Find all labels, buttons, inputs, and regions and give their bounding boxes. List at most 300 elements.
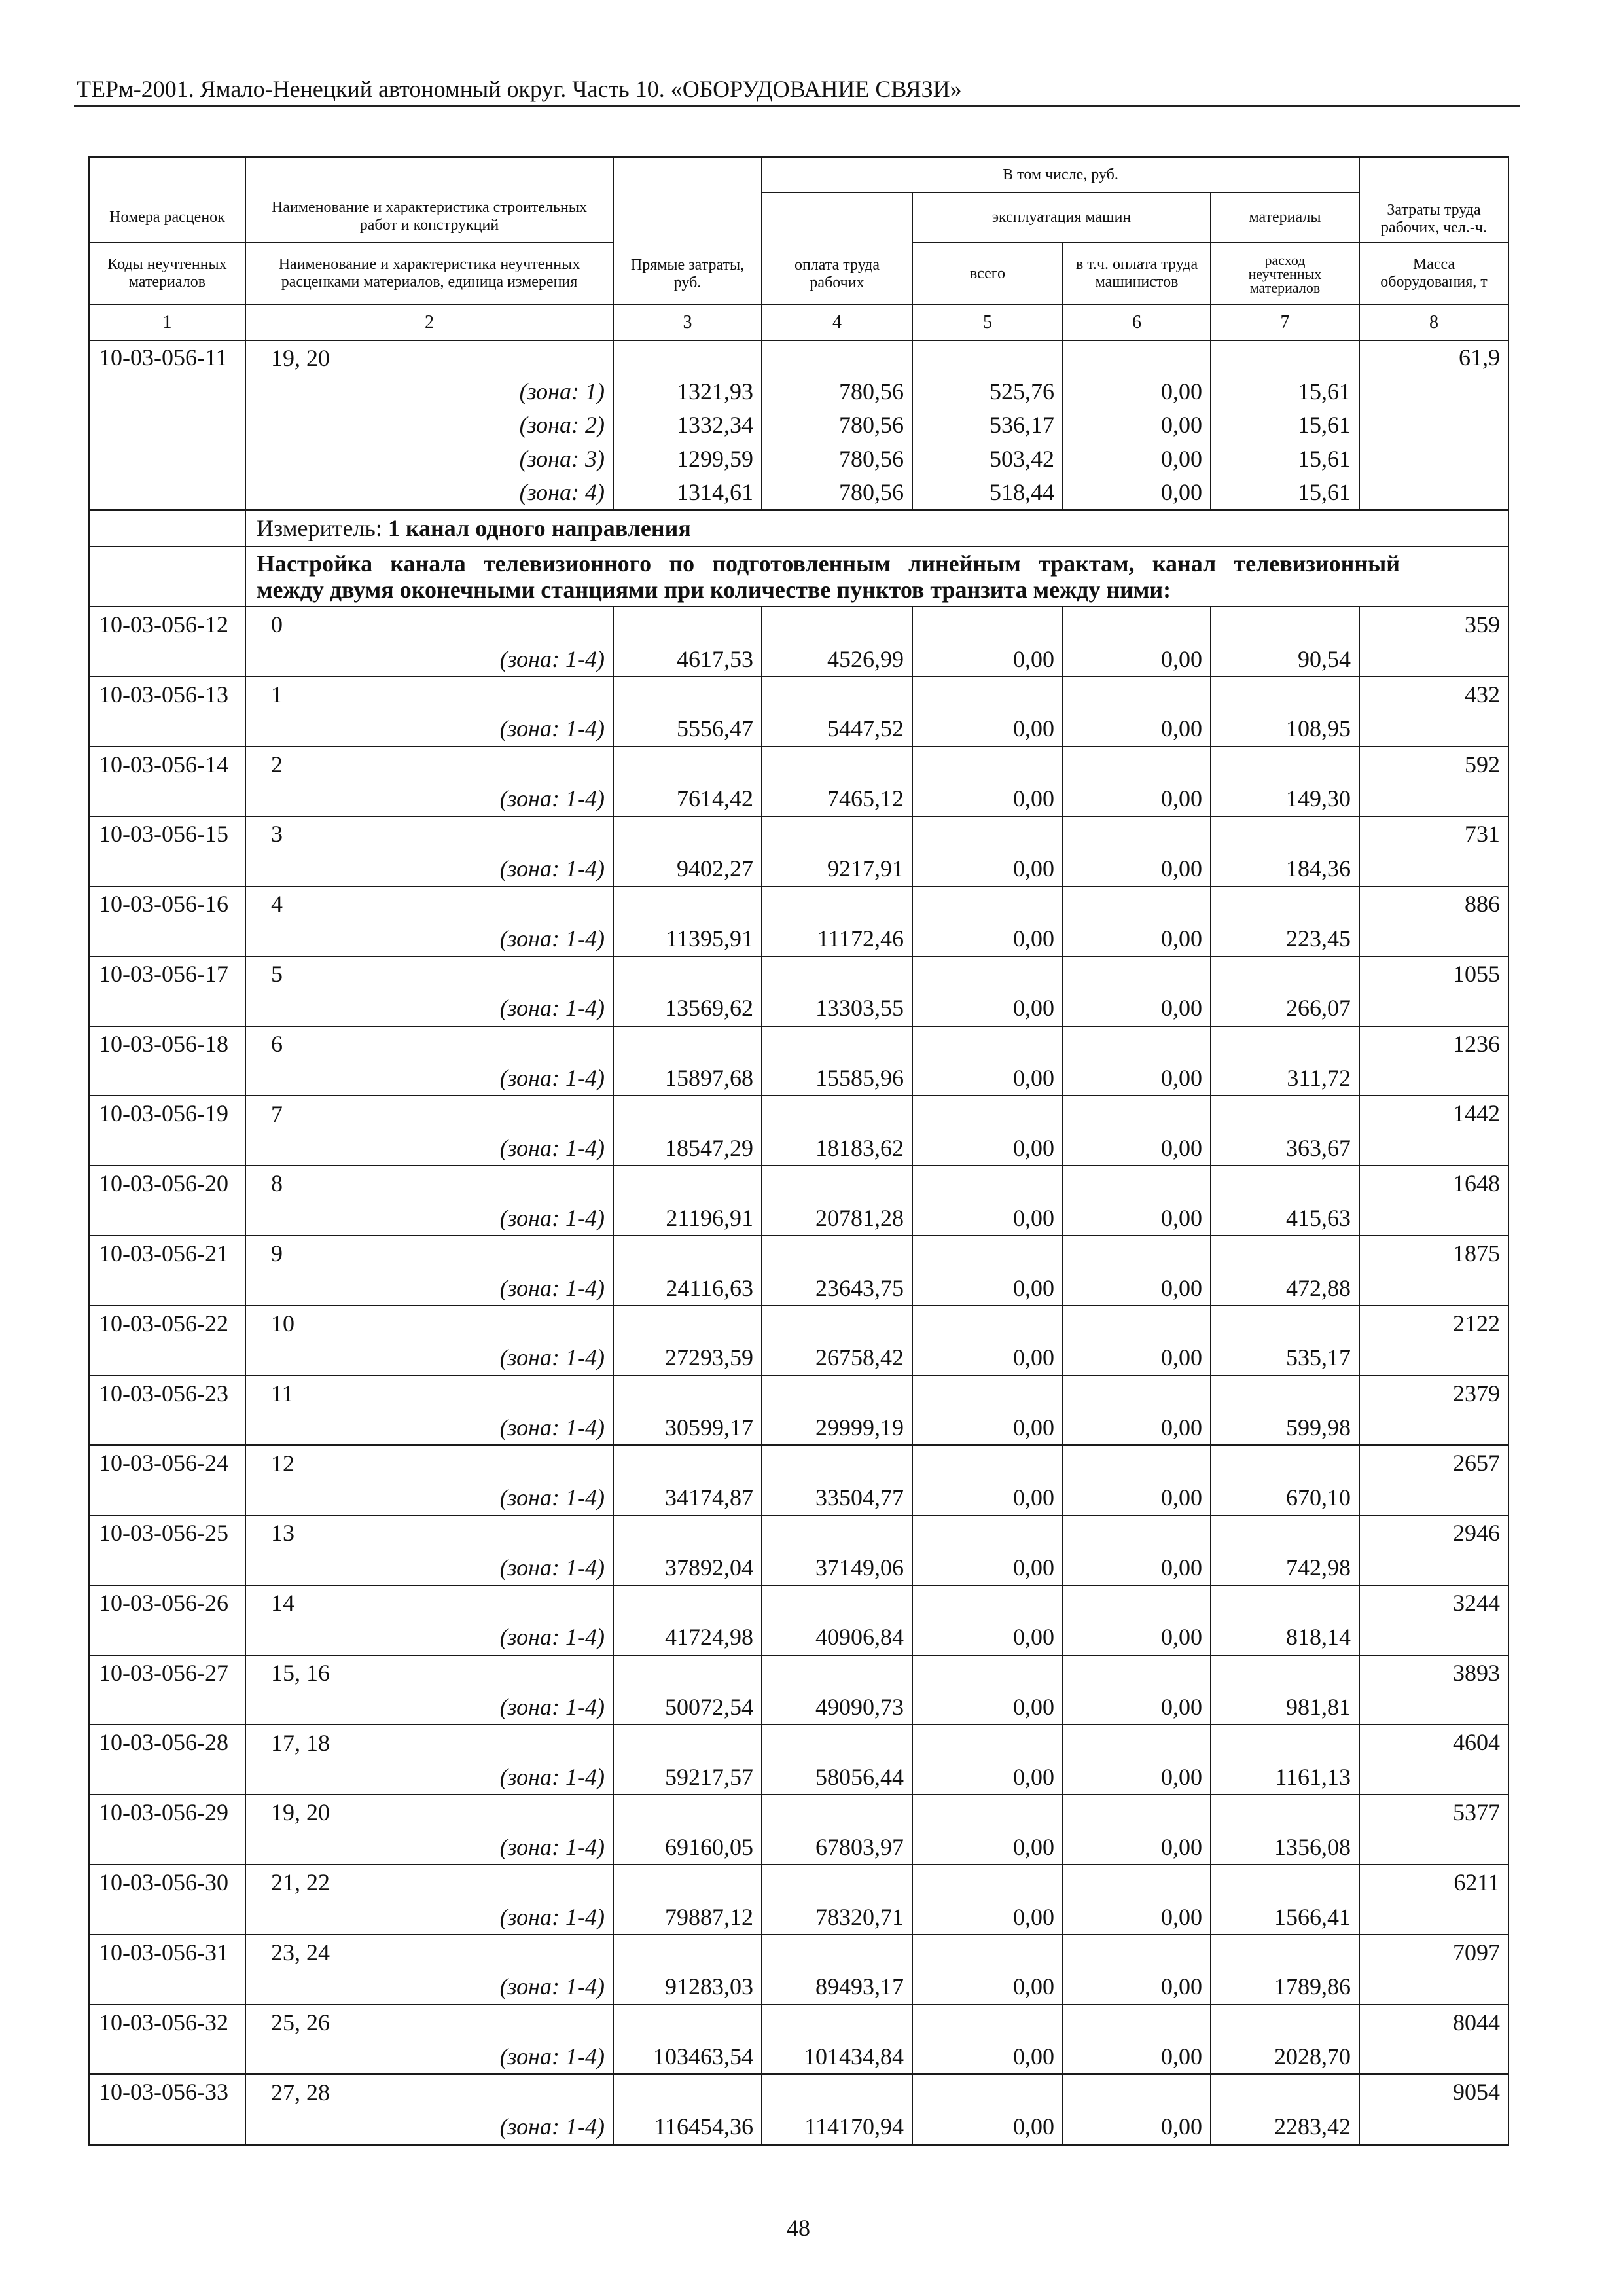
zone-label: (зона: 1-4) bbox=[245, 2109, 613, 2145]
workers-pay-value: 4526,99 bbox=[762, 641, 912, 676]
zone-row bbox=[89, 1830, 1508, 1865]
empty-cell bbox=[1211, 1865, 1359, 1899]
measure-row bbox=[89, 510, 1508, 547]
workers-pay-value: 89493,17 bbox=[762, 1969, 912, 2004]
machine-operation-value: 0,00 bbox=[912, 1410, 1063, 1445]
measure-label: Измеритель: bbox=[257, 514, 382, 541]
rate-row bbox=[89, 1725, 1508, 1759]
zone-label: (зона: 1-4) bbox=[245, 921, 613, 956]
workers-pay-value: 29999,19 bbox=[762, 1410, 912, 1445]
materials-value: 223,45 bbox=[1211, 921, 1359, 956]
zone-row bbox=[89, 852, 1508, 886]
empty-cell bbox=[1063, 1306, 1211, 1340]
machine-operation-value: 0,00 bbox=[912, 1061, 1063, 1096]
header-materials: материалы bbox=[1211, 192, 1359, 243]
equipment-mass-value: 1442 bbox=[1359, 1096, 1508, 1166]
rate-code: 10-03-056-23 bbox=[89, 1376, 245, 1446]
column-number: 6 bbox=[1063, 304, 1211, 340]
empty-cell bbox=[762, 340, 912, 374]
materials-value: 599,98 bbox=[1211, 1410, 1359, 1445]
empty-cell bbox=[89, 510, 245, 547]
zone-label: (зона: 1-4) bbox=[245, 1410, 613, 1445]
machinists-pay-value: 0,00 bbox=[1063, 1480, 1211, 1515]
materials-value: 15,61 bbox=[1211, 408, 1359, 442]
empty-cell bbox=[613, 1585, 762, 1620]
empty-cell bbox=[912, 1795, 1063, 1829]
zone-label: (зона: 1-4) bbox=[245, 1340, 613, 1375]
header-material-consumption: расход неучтенных материалов bbox=[1211, 243, 1359, 304]
empty-cell bbox=[762, 1585, 912, 1620]
work-name: 2 bbox=[245, 747, 613, 781]
empty-cell bbox=[1063, 2005, 1211, 2039]
empty-cell bbox=[1211, 1655, 1359, 1690]
workers-pay-value: 67803,97 bbox=[762, 1830, 912, 1865]
machine-operation-value: 0,00 bbox=[912, 2039, 1063, 2074]
empty-cell bbox=[1063, 607, 1211, 641]
empty-cell bbox=[613, 1376, 762, 1410]
machinists-pay-value: 0,00 bbox=[1063, 711, 1211, 746]
zone-label: (зона: 1-4) bbox=[245, 1270, 613, 1305]
zone-row bbox=[89, 442, 1508, 475]
column-number: 4 bbox=[762, 304, 912, 340]
rate-row bbox=[89, 1795, 1508, 1829]
work-name: 0 bbox=[245, 607, 613, 641]
work-name: 27, 28 bbox=[245, 2074, 613, 2109]
workers-pay-value: 20781,28 bbox=[762, 1201, 912, 1236]
empty-cell bbox=[912, 1865, 1063, 1899]
rate-row bbox=[89, 1585, 1508, 1620]
machine-operation-value: 0,00 bbox=[912, 641, 1063, 676]
empty-cell bbox=[912, 1096, 1063, 1130]
empty-cell bbox=[912, 2005, 1063, 2039]
workers-pay-value: 26758,42 bbox=[762, 1340, 912, 1375]
zone-row bbox=[89, 1690, 1508, 1725]
rate-code: 10-03-056-26 bbox=[89, 1585, 245, 1655]
empty-cell bbox=[762, 816, 912, 851]
work-name: 9 bbox=[245, 1236, 613, 1270]
direct-costs-value: 1332,34 bbox=[613, 408, 762, 442]
section-title-line-box bbox=[257, 577, 1500, 603]
empty-cell bbox=[1211, 1376, 1359, 1410]
machine-operation-value: 0,00 bbox=[912, 711, 1063, 746]
workers-pay-value: 11172,46 bbox=[762, 921, 912, 956]
materials-value: 311,72 bbox=[1211, 1061, 1359, 1096]
equipment-mass-value: 3893 bbox=[1359, 1655, 1508, 1725]
workers-pay-value: 9217,91 bbox=[762, 852, 912, 886]
table-header bbox=[89, 157, 1508, 340]
zone-row bbox=[89, 1551, 1508, 1585]
rate-code: 10-03-056-30 bbox=[89, 1865, 245, 1935]
empty-cell bbox=[1211, 1026, 1359, 1061]
direct-costs-value: 69160,05 bbox=[613, 1830, 762, 1865]
empty-cell bbox=[912, 1655, 1063, 1690]
work-name: 19, 20 bbox=[245, 1795, 613, 1829]
direct-costs-value: 7614,42 bbox=[613, 781, 762, 816]
materials-value: 670,10 bbox=[1211, 1480, 1359, 1515]
empty-cell bbox=[912, 1725, 1063, 1759]
work-name: 14 bbox=[245, 1585, 613, 1620]
materials-value: 1356,08 bbox=[1211, 1830, 1359, 1865]
zone-label: (зона: 1-4) bbox=[245, 1969, 613, 2004]
machinists-pay-value: 0,00 bbox=[1063, 1830, 1211, 1865]
materials-value: 2028,70 bbox=[1211, 2039, 1359, 2074]
direct-costs-value: 91283,03 bbox=[613, 1969, 762, 2004]
machinists-pay-value: 0,00 bbox=[1063, 641, 1211, 676]
materials-value: 90,54 bbox=[1211, 641, 1359, 676]
zone-row bbox=[89, 374, 1508, 408]
column-numbers-row bbox=[89, 304, 1508, 340]
direct-costs-value: 1314,61 bbox=[613, 476, 762, 510]
rate-row bbox=[89, 1655, 1508, 1690]
workers-pay-value: 40906,84 bbox=[762, 1620, 912, 1655]
machinists-pay-value: 0,00 bbox=[1063, 1131, 1211, 1166]
empty-cell bbox=[762, 886, 912, 921]
machinists-pay-value: 0,00 bbox=[1063, 1899, 1211, 1934]
empty-cell bbox=[1063, 1166, 1211, 1200]
zone-row bbox=[89, 1760, 1508, 1795]
zone-row bbox=[89, 921, 1508, 956]
empty-cell bbox=[762, 677, 912, 711]
materials-value: 535,17 bbox=[1211, 1340, 1359, 1375]
workers-pay-value: 23643,75 bbox=[762, 1270, 912, 1305]
equipment-mass-value: 1236 bbox=[1359, 1026, 1508, 1096]
zone-label: (зона: 2) bbox=[245, 408, 613, 442]
column-number: 8 bbox=[1359, 304, 1508, 340]
rate-row bbox=[89, 2074, 1508, 2109]
zone-label: (зона: 1-4) bbox=[245, 1201, 613, 1236]
equipment-mass-value: 61,9 bbox=[1359, 340, 1508, 510]
empty-cell bbox=[613, 607, 762, 641]
empty-cell bbox=[613, 1306, 762, 1340]
materials-value: 742,98 bbox=[1211, 1551, 1359, 1585]
empty-cell bbox=[762, 747, 912, 781]
work-name: 8 bbox=[245, 1166, 613, 1200]
direct-costs-value: 59217,57 bbox=[613, 1760, 762, 1795]
rate-code: 10-03-056-25 bbox=[89, 1515, 245, 1585]
work-name: 3 bbox=[245, 816, 613, 851]
machinists-pay-value: 0,00 bbox=[1063, 374, 1211, 408]
zone-row bbox=[89, 2109, 1508, 2145]
empty-cell bbox=[912, 2074, 1063, 2109]
workers-pay-value: 7465,12 bbox=[762, 781, 912, 816]
direct-costs-value: 27293,59 bbox=[613, 1340, 762, 1375]
machine-operation-value: 0,00 bbox=[912, 1201, 1063, 1236]
empty-cell bbox=[762, 956, 912, 991]
zone-row bbox=[89, 1899, 1508, 1934]
zone-label: (зона: 1-4) bbox=[245, 781, 613, 816]
rate-code: 10-03-056-11 bbox=[89, 340, 245, 510]
materials-value: 981,81 bbox=[1211, 1690, 1359, 1725]
empty-cell bbox=[1063, 1376, 1211, 1410]
zone-row bbox=[89, 408, 1508, 442]
work-name: 12 bbox=[245, 1445, 613, 1480]
work-name: 6 bbox=[245, 1026, 613, 1061]
header-work-name: Наименование и характеристика строительных работ и конструкций bbox=[245, 157, 613, 243]
zone-row bbox=[89, 2039, 1508, 2074]
empty-cell bbox=[912, 956, 1063, 991]
equipment-mass-value: 432 bbox=[1359, 677, 1508, 747]
empty-cell bbox=[613, 2005, 762, 2039]
rate-row bbox=[89, 1306, 1508, 1340]
machine-operation-value: 0,00 bbox=[912, 1480, 1063, 1515]
header-labor-hours: Затраты труда рабочих, чел.-ч. bbox=[1359, 157, 1508, 243]
equipment-mass-value: 8044 bbox=[1359, 2005, 1508, 2075]
empty-cell bbox=[1211, 956, 1359, 991]
empty-cell bbox=[1211, 1445, 1359, 1480]
rate-row bbox=[89, 607, 1508, 641]
work-name: 13 bbox=[245, 1515, 613, 1550]
machinists-pay-value: 0,00 bbox=[1063, 476, 1211, 510]
empty-cell bbox=[1211, 2005, 1359, 2039]
empty-cell bbox=[1063, 677, 1211, 711]
workers-pay-value: 58056,44 bbox=[762, 1760, 912, 1795]
machine-operation-value: 0,00 bbox=[912, 1760, 1063, 1795]
empty-cell bbox=[613, 1655, 762, 1690]
empty-cell bbox=[762, 1445, 912, 1480]
empty-cell bbox=[613, 1166, 762, 1200]
machine-operation-value: 0,00 bbox=[912, 921, 1063, 956]
empty-cell bbox=[613, 1865, 762, 1899]
empty-cell bbox=[762, 1515, 912, 1550]
materials-value: 15,61 bbox=[1211, 374, 1359, 408]
empty-cell bbox=[912, 1026, 1063, 1061]
zone-label: (зона: 1-4) bbox=[245, 1690, 613, 1725]
empty-cell bbox=[762, 1865, 912, 1899]
zone-label: (зона: 1-4) bbox=[245, 2039, 613, 2074]
header-workers-pay: оплата труда рабочих bbox=[762, 192, 912, 304]
empty-cell bbox=[1063, 1026, 1211, 1061]
empty-cell bbox=[1063, 886, 1211, 921]
workers-pay-value: 18183,62 bbox=[762, 1131, 912, 1166]
work-name: 11 bbox=[245, 1376, 613, 1410]
workers-pay-value: 15585,96 bbox=[762, 1061, 912, 1096]
header-rate-numbers: Номера расценок bbox=[89, 157, 245, 243]
direct-costs-value: 116454,36 bbox=[613, 2109, 762, 2145]
rate-code: 10-03-056-24 bbox=[89, 1445, 245, 1515]
rate-row bbox=[89, 1236, 1508, 1270]
machine-operation-value: 0,00 bbox=[912, 1131, 1063, 1166]
rate-code: 10-03-056-28 bbox=[89, 1725, 245, 1795]
direct-costs-value: 9402,27 bbox=[613, 852, 762, 886]
materials-value: 1161,13 bbox=[1211, 1760, 1359, 1795]
zone-label: (зона: 1) bbox=[245, 374, 613, 408]
empty-cell bbox=[1211, 747, 1359, 781]
empty-cell bbox=[613, 1026, 762, 1061]
workers-pay-value: 37149,06 bbox=[762, 1551, 912, 1585]
machine-operation-value: 0,00 bbox=[912, 1340, 1063, 1375]
machinists-pay-value: 0,00 bbox=[1063, 2109, 1211, 2145]
rate-code: 10-03-056-20 bbox=[89, 1166, 245, 1236]
direct-costs-value: 37892,04 bbox=[613, 1551, 762, 1585]
empty-cell bbox=[613, 816, 762, 851]
empty-cell bbox=[1211, 1515, 1359, 1550]
work-name: 21, 22 bbox=[245, 1865, 613, 1899]
workers-pay-value: 49090,73 bbox=[762, 1690, 912, 1725]
rate-row bbox=[89, 677, 1508, 711]
materials-value: 363,67 bbox=[1211, 1131, 1359, 1166]
machine-operation-value: 0,00 bbox=[912, 1969, 1063, 2004]
empty-cell bbox=[1063, 1865, 1211, 1899]
empty-cell bbox=[1063, 816, 1211, 851]
zone-label: (зона: 1-4) bbox=[245, 1131, 613, 1166]
machine-operation-value: 0,00 bbox=[912, 1270, 1063, 1305]
empty-cell bbox=[613, 340, 762, 374]
materials-value: 2283,42 bbox=[1211, 2109, 1359, 2145]
materials-value: 415,63 bbox=[1211, 1201, 1359, 1236]
rate-row bbox=[89, 1515, 1508, 1550]
empty-cell bbox=[1211, 2074, 1359, 2109]
machinists-pay-value: 0,00 bbox=[1063, 991, 1211, 1026]
rate-row bbox=[89, 1376, 1508, 1410]
measure-cell bbox=[245, 510, 1508, 547]
empty-cell bbox=[89, 547, 245, 607]
work-name: 23, 24 bbox=[245, 1935, 613, 1969]
materials-value: 108,95 bbox=[1211, 711, 1359, 746]
column-number: 3 bbox=[613, 304, 762, 340]
column-number: 5 bbox=[912, 304, 1063, 340]
rate-code: 10-03-056-22 bbox=[89, 1306, 245, 1376]
materials-value: 818,14 bbox=[1211, 1620, 1359, 1655]
header-equipment-mass: Масса оборудования, т bbox=[1359, 243, 1508, 304]
empty-cell bbox=[1063, 1096, 1211, 1130]
machine-operation-value: 503,42 bbox=[912, 442, 1063, 475]
empty-cell bbox=[1211, 340, 1359, 374]
workers-pay-value: 78320,71 bbox=[762, 1899, 912, 1934]
rate-code: 10-03-056-32 bbox=[89, 2005, 245, 2075]
equipment-mass-value: 1875 bbox=[1359, 1236, 1508, 1306]
rate-row bbox=[89, 886, 1508, 921]
empty-cell bbox=[613, 1935, 762, 1969]
machinists-pay-value: 0,00 bbox=[1063, 1690, 1211, 1725]
rate-row bbox=[89, 1445, 1508, 1480]
zone-label: (зона: 1-4) bbox=[245, 852, 613, 886]
rate-code: 10-03-056-21 bbox=[89, 1236, 245, 1306]
workers-pay-value: 780,56 bbox=[762, 442, 912, 475]
direct-costs-value: 15897,68 bbox=[613, 1061, 762, 1096]
rate-row bbox=[89, 1026, 1508, 1061]
equipment-mass-value: 4604 bbox=[1359, 1725, 1508, 1795]
zone-label: (зона: 1-4) bbox=[245, 1551, 613, 1585]
zone-label: (зона: 1-4) bbox=[245, 1061, 613, 1096]
empty-cell bbox=[762, 2074, 912, 2109]
empty-cell bbox=[912, 1166, 1063, 1200]
workers-pay-value: 780,56 bbox=[762, 408, 912, 442]
machine-operation-value: 525,76 bbox=[912, 374, 1063, 408]
header-rule bbox=[74, 105, 1520, 107]
machinists-pay-value: 0,00 bbox=[1063, 921, 1211, 956]
column-number: 2 bbox=[245, 304, 613, 340]
work-name: 25, 26 bbox=[245, 2005, 613, 2039]
empty-cell bbox=[1211, 1306, 1359, 1340]
zone-row bbox=[89, 641, 1508, 676]
empty-cell bbox=[912, 607, 1063, 641]
machinists-pay-value: 0,00 bbox=[1063, 1061, 1211, 1096]
work-name: 1 bbox=[245, 677, 613, 711]
rate-code: 10-03-056-29 bbox=[89, 1795, 245, 1865]
empty-cell bbox=[1063, 1585, 1211, 1620]
empty-cell bbox=[1211, 816, 1359, 851]
machine-operation-value: 518,44 bbox=[912, 476, 1063, 510]
zone-row bbox=[89, 1131, 1508, 1166]
direct-costs-value: 103463,54 bbox=[613, 2039, 762, 2074]
workers-pay-value: 114170,94 bbox=[762, 2109, 912, 2145]
rate-code: 10-03-056-16 bbox=[89, 886, 245, 956]
section-title-line: между двумя оконечными станциями при количестве пунктов транзита между ними: bbox=[257, 576, 1171, 603]
rate-row bbox=[89, 2005, 1508, 2039]
rate-row bbox=[89, 1096, 1508, 1130]
rate-row bbox=[89, 816, 1508, 851]
zone-row bbox=[89, 991, 1508, 1026]
rate-code: 10-03-056-14 bbox=[89, 747, 245, 817]
rate-code: 10-03-056-19 bbox=[89, 1096, 245, 1166]
equipment-mass-value: 2122 bbox=[1359, 1306, 1508, 1376]
empty-cell bbox=[912, 677, 1063, 711]
empty-cell bbox=[1211, 1585, 1359, 1620]
zone-row bbox=[89, 781, 1508, 816]
empty-cell bbox=[762, 1935, 912, 1969]
machinists-pay-value: 0,00 bbox=[1063, 852, 1211, 886]
empty-cell bbox=[1063, 2074, 1211, 2109]
empty-cell bbox=[613, 886, 762, 921]
zone-row bbox=[89, 1061, 1508, 1096]
column-number: 1 bbox=[89, 304, 245, 340]
empty-cell bbox=[762, 1026, 912, 1061]
materials-value: 1789,86 bbox=[1211, 1969, 1359, 2004]
empty-cell bbox=[1211, 1096, 1359, 1130]
header-machine-operation: эксплуатация машин bbox=[912, 192, 1211, 243]
work-name: 7 bbox=[245, 1096, 613, 1130]
empty-cell bbox=[1063, 1236, 1211, 1270]
header-machinists-pay: в т.ч. оплата труда машинистов bbox=[1063, 243, 1211, 304]
zone-row bbox=[89, 476, 1508, 510]
zone-label: (зона: 1-4) bbox=[245, 1899, 613, 1934]
rate-code: 10-03-056-13 bbox=[89, 677, 245, 747]
machine-operation-value: 0,00 bbox=[912, 852, 1063, 886]
direct-costs-value: 4617,53 bbox=[613, 641, 762, 676]
header-including: В том числе, руб. bbox=[762, 157, 1359, 192]
direct-costs-value: 21196,91 bbox=[613, 1201, 762, 1236]
empty-cell bbox=[762, 607, 912, 641]
empty-cell bbox=[912, 747, 1063, 781]
empty-cell bbox=[1211, 1236, 1359, 1270]
rate-code: 10-03-056-15 bbox=[89, 816, 245, 886]
zone-row bbox=[89, 1410, 1508, 1445]
empty-cell bbox=[1063, 1795, 1211, 1829]
machinists-pay-value: 0,00 bbox=[1063, 1760, 1211, 1795]
machine-operation-value: 0,00 bbox=[912, 991, 1063, 1026]
machine-operation-value: 536,17 bbox=[912, 408, 1063, 442]
empty-cell bbox=[1211, 607, 1359, 641]
materials-value: 15,61 bbox=[1211, 476, 1359, 510]
empty-cell bbox=[762, 1096, 912, 1130]
empty-cell bbox=[1211, 1166, 1359, 1200]
zone-row bbox=[89, 1969, 1508, 2004]
direct-costs-value: 11395,91 bbox=[613, 921, 762, 956]
direct-costs-value: 1321,93 bbox=[613, 374, 762, 408]
work-name: 19, 20 bbox=[245, 340, 613, 374]
empty-cell bbox=[912, 1445, 1063, 1480]
equipment-mass-value: 1055 bbox=[1359, 956, 1508, 1026]
empty-cell bbox=[613, 677, 762, 711]
workers-pay-value: 780,56 bbox=[762, 374, 912, 408]
header-direct-costs: Прямые затраты, руб. bbox=[613, 157, 762, 304]
machinists-pay-value: 0,00 bbox=[1063, 1620, 1211, 1655]
zone-label: (зона: 1-4) bbox=[245, 711, 613, 746]
machinists-pay-value: 0,00 bbox=[1063, 1340, 1211, 1375]
zone-row bbox=[89, 1340, 1508, 1375]
rate-code: 10-03-056-17 bbox=[89, 956, 245, 1026]
empty-cell bbox=[1063, 1725, 1211, 1759]
